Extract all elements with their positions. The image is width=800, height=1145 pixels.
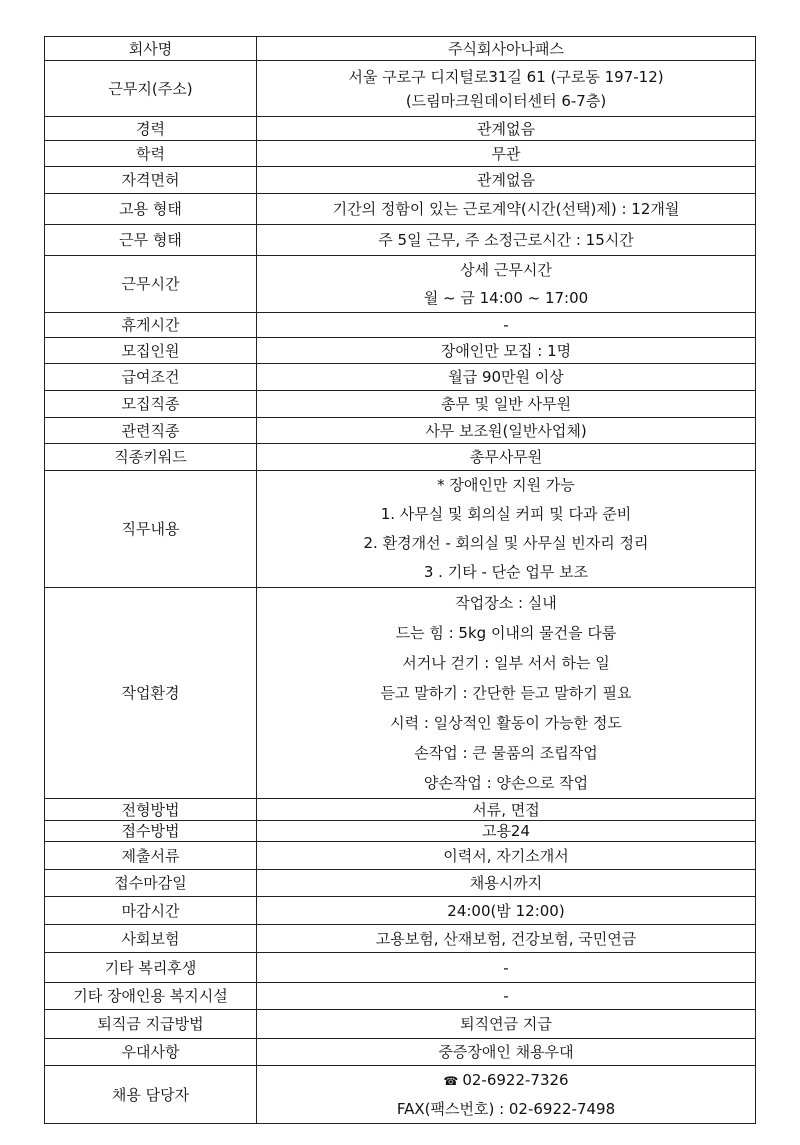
value-text: 고용보험, 산재보험, 건강보험, 국민연금 [375, 929, 637, 948]
table-row [45, 897, 756, 925]
value-line [257, 1095, 755, 1123]
value-line [257, 846, 755, 866]
row-value [257, 141, 756, 167]
row-label: 작업환경 [45, 588, 257, 799]
value-text: 총무 및 일반 사무원 [440, 395, 572, 413]
value-line [257, 256, 755, 284]
value-text: - [503, 987, 509, 1005]
table-row [45, 925, 756, 953]
value-text: 02-6922-7326 [462, 1071, 569, 1089]
value-text: 24:00(밤 12:00) [447, 901, 565, 920]
value-text: 서울 구로구 디지털로31길 61 (구로동 197-12) [348, 67, 664, 86]
row-value [257, 897, 756, 925]
row-label: 우대사항 [45, 1039, 257, 1066]
value-text: 장애인만 모집 : 1명 [440, 341, 572, 360]
table-row [45, 1010, 756, 1039]
row-label: 근무 형태 [45, 225, 257, 256]
table-row [45, 799, 756, 821]
value-line [257, 986, 755, 1006]
row-value [257, 588, 756, 799]
value-text: (드림마크원데이터센터 6-7층) [405, 91, 607, 110]
row-value [257, 821, 756, 842]
value-line [257, 678, 755, 708]
table-row [45, 61, 756, 117]
row-label: 마감시간 [45, 897, 257, 925]
value-text: 주식회사아나패스 [448, 39, 564, 58]
row-label: 퇴직금 지급방법 [45, 1010, 257, 1039]
row-label: 고용 형태 [45, 194, 257, 225]
table-row [45, 588, 756, 799]
table-row [45, 256, 756, 313]
row-label: 관련직종 [45, 418, 257, 444]
value-line [257, 821, 755, 841]
table-row [45, 364, 756, 391]
table-row [45, 842, 756, 870]
value-line [257, 1042, 755, 1062]
table-row [45, 418, 756, 444]
value-text: 2. 환경개선 - 회의실 및 사무실 빈자리 정리 [363, 534, 649, 552]
value-line [257, 958, 755, 978]
value-text: 사무 보조원(일반사업체) [425, 421, 587, 440]
value-line [257, 901, 755, 921]
row-label: 근무지(주소) [45, 61, 257, 117]
row-label: 접수방법 [45, 821, 257, 842]
row-value [257, 1039, 756, 1066]
row-label: 채용 담당자 [45, 1066, 257, 1124]
value-text: 관계없음 [477, 119, 535, 138]
table-row [45, 37, 756, 61]
value-line [257, 588, 755, 618]
value-text: 양손작업 : 양손으로 작업 [423, 774, 589, 792]
value-text: 월급 90만원 이상 [448, 368, 564, 386]
table-row [45, 225, 756, 256]
row-value [257, 983, 756, 1010]
value-text: 퇴직연금 지급 [460, 1015, 552, 1033]
value-text: 1. 사무실 및 회의실 커피 및 다과 준비 [380, 505, 632, 523]
row-label: 직종키워드 [45, 444, 257, 471]
value-text: 듣고 말하기 : 간단한 듣고 말하기 필요 [380, 684, 632, 702]
value-text: 3 . 기타 - 단순 업무 보조 [423, 563, 589, 581]
row-value [257, 842, 756, 870]
row-value [257, 1066, 756, 1124]
value-line [257, 648, 755, 678]
row-value [257, 444, 756, 471]
value-line [257, 558, 755, 587]
row-label: 기타 복리후생 [45, 953, 257, 983]
value-line [257, 447, 755, 467]
value-line [257, 800, 755, 820]
value-text: 관계없음 [477, 171, 535, 189]
value-text: 작업장소 : 실내 [455, 594, 557, 612]
table-row [45, 194, 756, 225]
value-text: 중증장애인 채용우대 [438, 1043, 574, 1061]
row-label: 직무내용 [45, 471, 257, 588]
row-value [257, 391, 756, 418]
value-line [257, 119, 755, 139]
job-posting-table [44, 36, 756, 1124]
value-text: 이력서, 자기소개서 [443, 846, 569, 865]
value-line [257, 39, 755, 59]
table-row [45, 313, 756, 338]
table-row [45, 821, 756, 842]
row-value [257, 313, 756, 338]
value-text: - [503, 316, 509, 334]
row-value [257, 870, 756, 897]
row-value [257, 338, 756, 364]
value-line [257, 929, 755, 949]
value-text: 시력 : 일상적인 활동이 가능한 정도 [390, 714, 622, 732]
value-line [257, 708, 755, 738]
row-value [257, 167, 756, 194]
row-label: 휴게시간 [45, 313, 257, 338]
value-text: 월 ~ 금 14:00 ~ 17:00 [423, 289, 589, 307]
value-line [257, 471, 755, 500]
row-label: 학력 [45, 141, 257, 167]
value-line [257, 144, 755, 164]
value-text: 서류, 면접 [472, 800, 540, 819]
value-line [257, 65, 755, 89]
value-line [257, 738, 755, 768]
value-line [257, 1014, 755, 1034]
value-text: 총무사무원 [469, 448, 543, 466]
row-value [257, 37, 756, 61]
row-value [257, 925, 756, 953]
value-line [257, 529, 755, 558]
value-line [257, 341, 755, 361]
value-text: * 장애인만 지원 가능 [437, 476, 575, 494]
value-line [257, 618, 755, 648]
table-row [45, 141, 756, 167]
value-text: 무관 [491, 144, 521, 163]
row-label: 경력 [45, 117, 257, 141]
value-text: 채용시까지 [469, 874, 543, 892]
value-line [257, 230, 755, 250]
value-line [257, 315, 755, 335]
row-label: 기타 장애인용 복지시설 [45, 983, 257, 1010]
table-row [45, 953, 756, 983]
value-line [257, 367, 755, 387]
value-text: 기간의 정함이 있는 근로계약(시간(선택)제) : 12개월 [332, 200, 680, 218]
row-label: 접수마감일 [45, 870, 257, 897]
row-value [257, 799, 756, 821]
value-text: 손작업 : 큰 물품의 조립작업 [414, 744, 598, 762]
table-row [45, 471, 756, 588]
value-text: 드는 힘 : 5kg 이내의 물건을 다룸 [395, 624, 617, 642]
row-value [257, 418, 756, 444]
value-text: 고용24 [481, 822, 531, 840]
row-label: 전형방법 [45, 799, 257, 821]
value-text: 서거나 걷기 : 일부 서서 하는 일 [402, 654, 610, 672]
value-text: FAX(팩스번호) : 02-6922-7498 [396, 1100, 616, 1118]
table-row [45, 167, 756, 194]
table-row [45, 117, 756, 141]
value-line [257, 500, 755, 529]
row-value [257, 364, 756, 391]
row-value [257, 953, 756, 983]
value-line [257, 89, 755, 113]
table-row [45, 1039, 756, 1066]
value-text: 주 5일 근무, 주 소정근로시간 : 15시간 [378, 231, 634, 249]
row-label: 급여조건 [45, 364, 257, 391]
row-value [257, 256, 756, 313]
row-label: 회사명 [45, 37, 257, 61]
table-row [45, 870, 756, 897]
value-line [257, 284, 755, 312]
table-row [45, 444, 756, 471]
row-value [257, 61, 756, 117]
value-text: 상세 근무시간 [460, 261, 552, 279]
value-line [257, 873, 755, 893]
telephone-icon: ☎ [443, 1074, 459, 1088]
value-line [257, 768, 755, 798]
value-text: - [503, 958, 509, 977]
row-value [257, 117, 756, 141]
row-label: 자격면허 [45, 167, 257, 194]
row-value [257, 1010, 756, 1039]
value-line [257, 421, 755, 441]
row-value [257, 194, 756, 225]
row-label: 사회보험 [45, 925, 257, 953]
table-row [45, 1066, 756, 1124]
row-value [257, 471, 756, 588]
value-line [257, 1066, 755, 1095]
value-line [257, 170, 755, 190]
row-label: 근무시간 [45, 256, 257, 313]
row-value [257, 225, 756, 256]
table-row [45, 983, 756, 1010]
row-label: 모집직종 [45, 391, 257, 418]
value-line [257, 394, 755, 414]
table-row [45, 391, 756, 418]
value-line [257, 199, 755, 219]
row-label: 모집인원 [45, 338, 257, 364]
row-label: 제출서류 [45, 842, 257, 870]
job-posting-rows [45, 37, 756, 1124]
table-row [45, 338, 756, 364]
